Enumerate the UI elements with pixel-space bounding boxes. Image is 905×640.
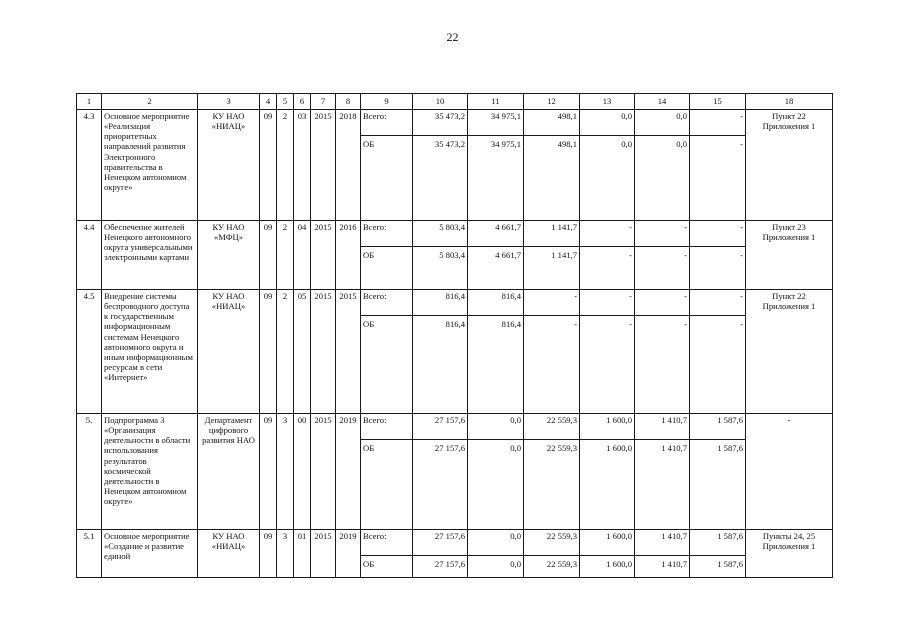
amount-cell: - [635, 247, 690, 290]
end-year: 2015 [336, 290, 361, 414]
row-number: 5. [77, 414, 102, 530]
funding-label: Всего: [361, 530, 413, 556]
amount-cell: 1 600,0 [580, 530, 635, 556]
code-cell: 05 [294, 290, 311, 414]
funding-label: ОБ [361, 136, 413, 221]
amount-cell: 34 975,1 [468, 136, 524, 221]
amount-cell: 0,0 [635, 136, 690, 221]
amount-cell: - [635, 221, 690, 247]
amount-cell: 1 600,0 [580, 414, 635, 440]
end-year: 2018 [336, 110, 361, 221]
amount-cell: 22 559,3 [524, 440, 580, 530]
amount-cell: 0,0 [580, 136, 635, 221]
start-year: 2015 [311, 290, 336, 414]
column-header: 4 [260, 94, 277, 110]
funding-label: Всего: [361, 290, 413, 316]
amount-cell: - [580, 290, 635, 316]
amount-cell: 4 661,7 [468, 247, 524, 290]
amount-cell: 22 559,3 [524, 556, 580, 578]
amount-cell: 1 141,7 [524, 221, 580, 247]
column-header: 11 [468, 94, 524, 110]
column-header: 10 [413, 94, 468, 110]
responsible-executor: КУ НАО «НИАЦ» [198, 530, 260, 578]
amount-cell: 1 410,7 [635, 440, 690, 530]
program-budget-table [76, 93, 833, 578]
code-cell: 03 [294, 110, 311, 221]
funding-label: Всего: [361, 110, 413, 136]
row-number: 4.4 [77, 221, 102, 290]
responsible-executor: КУ НАО «НИАЦ» [198, 290, 260, 414]
amount-cell: 498,1 [524, 110, 580, 136]
amount-cell: 1 587,6 [690, 556, 746, 578]
program-item-name: Основное мероприятие «Создание и развитие единой [102, 530, 198, 578]
amount-cell: 0,0 [468, 414, 524, 440]
amount-cell: 0,0 [580, 110, 635, 136]
code-cell: 04 [294, 221, 311, 290]
amount-cell: 0,0 [468, 530, 524, 556]
amount-cell: 1 600,0 [580, 440, 635, 530]
start-year: 2015 [311, 110, 336, 221]
amount-cell: - [690, 110, 746, 136]
row-number: 4.3 [77, 110, 102, 221]
amount-cell: - [690, 221, 746, 247]
amount-cell: 498,1 [524, 136, 580, 221]
amount-cell: 4 661,7 [468, 221, 524, 247]
table-row [77, 290, 833, 316]
funding-label: ОБ [361, 247, 413, 290]
amount-cell: - [580, 221, 635, 247]
amount-cell: 0,0 [468, 440, 524, 530]
column-header: 12 [524, 94, 580, 110]
amount-cell: 816,4 [468, 316, 524, 414]
code-cell: 2 [277, 290, 294, 414]
start-year: 2015 [311, 530, 336, 578]
page-number: 22 [446, 30, 459, 44]
amount-cell: - [690, 316, 746, 414]
amount-cell: 1 410,7 [635, 556, 690, 578]
funding-label: ОБ [361, 316, 413, 414]
indicator-reference: Пункты 24, 25 Приложения 1 [746, 530, 833, 578]
amount-cell: 5 803,4 [413, 221, 468, 247]
code-cell: 3 [277, 414, 294, 530]
column-header: 3 [198, 94, 260, 110]
indicator-reference: - [746, 414, 833, 530]
code-cell: 09 [260, 530, 277, 578]
funding-label: Всего: [361, 221, 413, 247]
code-cell: 3 [277, 530, 294, 578]
code-cell: 09 [260, 221, 277, 290]
amount-cell: 1 141,7 [524, 247, 580, 290]
amount-cell: 1 587,6 [690, 414, 746, 440]
amount-cell: 0,0 [468, 556, 524, 578]
program-item-name: Подпрограмма 3 «Организация деятельности в области использования результатов космической деятельности в Ненецком автономном округе» [102, 414, 198, 530]
amount-cell: 1 410,7 [635, 530, 690, 556]
column-header: 13 [580, 94, 635, 110]
column-header: 15 [690, 94, 746, 110]
column-header: 14 [635, 94, 690, 110]
amount-cell: 816,4 [468, 290, 524, 316]
code-cell: 2 [277, 221, 294, 290]
responsible-executor: КУ НАО «МФЦ» [198, 221, 260, 290]
program-item-name: Основное мероприятие «Реализация приоритетных направлений развития Электронного правительства в Ненецком автономном округе» [102, 110, 198, 221]
amount-cell: - [690, 290, 746, 316]
code-cell: 09 [260, 110, 277, 221]
amount-cell: 0,0 [635, 110, 690, 136]
funding-label: ОБ [361, 440, 413, 530]
amount-cell: 34 975,1 [468, 110, 524, 136]
amount-cell: 22 559,3 [524, 530, 580, 556]
amount-cell: 27 157,6 [413, 440, 468, 530]
start-year: 2015 [311, 221, 336, 290]
column-header: 1 [77, 94, 102, 110]
column-header: 9 [361, 94, 413, 110]
amount-cell: 816,4 [413, 316, 468, 414]
amount-cell: 35 473,2 [413, 110, 468, 136]
column-header: 7 [311, 94, 336, 110]
amount-cell: - [524, 290, 580, 316]
start-year: 2015 [311, 414, 336, 530]
indicator-reference: Пункт 22 Приложения 1 [746, 110, 833, 221]
amount-cell: 1 587,6 [690, 530, 746, 556]
amount-cell: 22 559,3 [524, 414, 580, 440]
amount-cell: - [690, 247, 746, 290]
amount-cell: - [524, 316, 580, 414]
column-header: 2 [102, 94, 198, 110]
code-cell: 01 [294, 530, 311, 578]
amount-cell: - [690, 136, 746, 221]
row-number: 4.5 [77, 290, 102, 414]
responsible-executor: Департамент цифрового развития НАО [198, 414, 260, 530]
amount-cell: - [580, 316, 635, 414]
end-year: 2019 [336, 414, 361, 530]
amount-cell: 5 803,4 [413, 247, 468, 290]
end-year: 2019 [336, 530, 361, 578]
amount-cell: 27 157,6 [413, 556, 468, 578]
amount-cell: 27 157,6 [413, 530, 468, 556]
column-header: 6 [294, 94, 311, 110]
column-header: 5 [277, 94, 294, 110]
table-row [77, 530, 833, 556]
table-row [77, 110, 833, 136]
amount-cell: 816,4 [413, 290, 468, 316]
column-number-row [77, 94, 833, 110]
indicator-reference: Пункт 23 Приложения 1 [746, 221, 833, 290]
code-cell: 09 [260, 290, 277, 414]
amount-cell: 1 587,6 [690, 440, 746, 530]
table-row [77, 414, 833, 440]
amount-cell: - [635, 290, 690, 316]
responsible-executor: КУ НАО «НИАЦ» [198, 110, 260, 221]
funding-label: Всего: [361, 414, 413, 440]
program-item-name: Обеспечение жителей Ненецкого автономного округа универсальными электронными картами [102, 221, 198, 290]
table-row [77, 221, 833, 247]
indicator-reference: Пункт 22 Приложения 1 [746, 290, 833, 414]
amount-cell: 1 600,0 [580, 556, 635, 578]
row-number: 5.1 [77, 530, 102, 578]
funding-label: ОБ [361, 556, 413, 578]
code-cell: 09 [260, 414, 277, 530]
end-year: 2016 [336, 221, 361, 290]
code-cell: 2 [277, 110, 294, 221]
amount-cell: 1 410,7 [635, 414, 690, 440]
amount-cell: - [580, 247, 635, 290]
amount-cell: 27 157,6 [413, 414, 468, 440]
column-header: 8 [336, 94, 361, 110]
column-header: 18 [746, 94, 833, 110]
amount-cell: - [635, 316, 690, 414]
program-item-name: Внедрение системы беспроводного доступа к государственным информационным системам Ненецкого автономного округа и иным информационным ресурсам в сети «Интернет» [102, 290, 198, 414]
code-cell: 00 [294, 414, 311, 530]
amount-cell: 35 473,2 [413, 136, 468, 221]
